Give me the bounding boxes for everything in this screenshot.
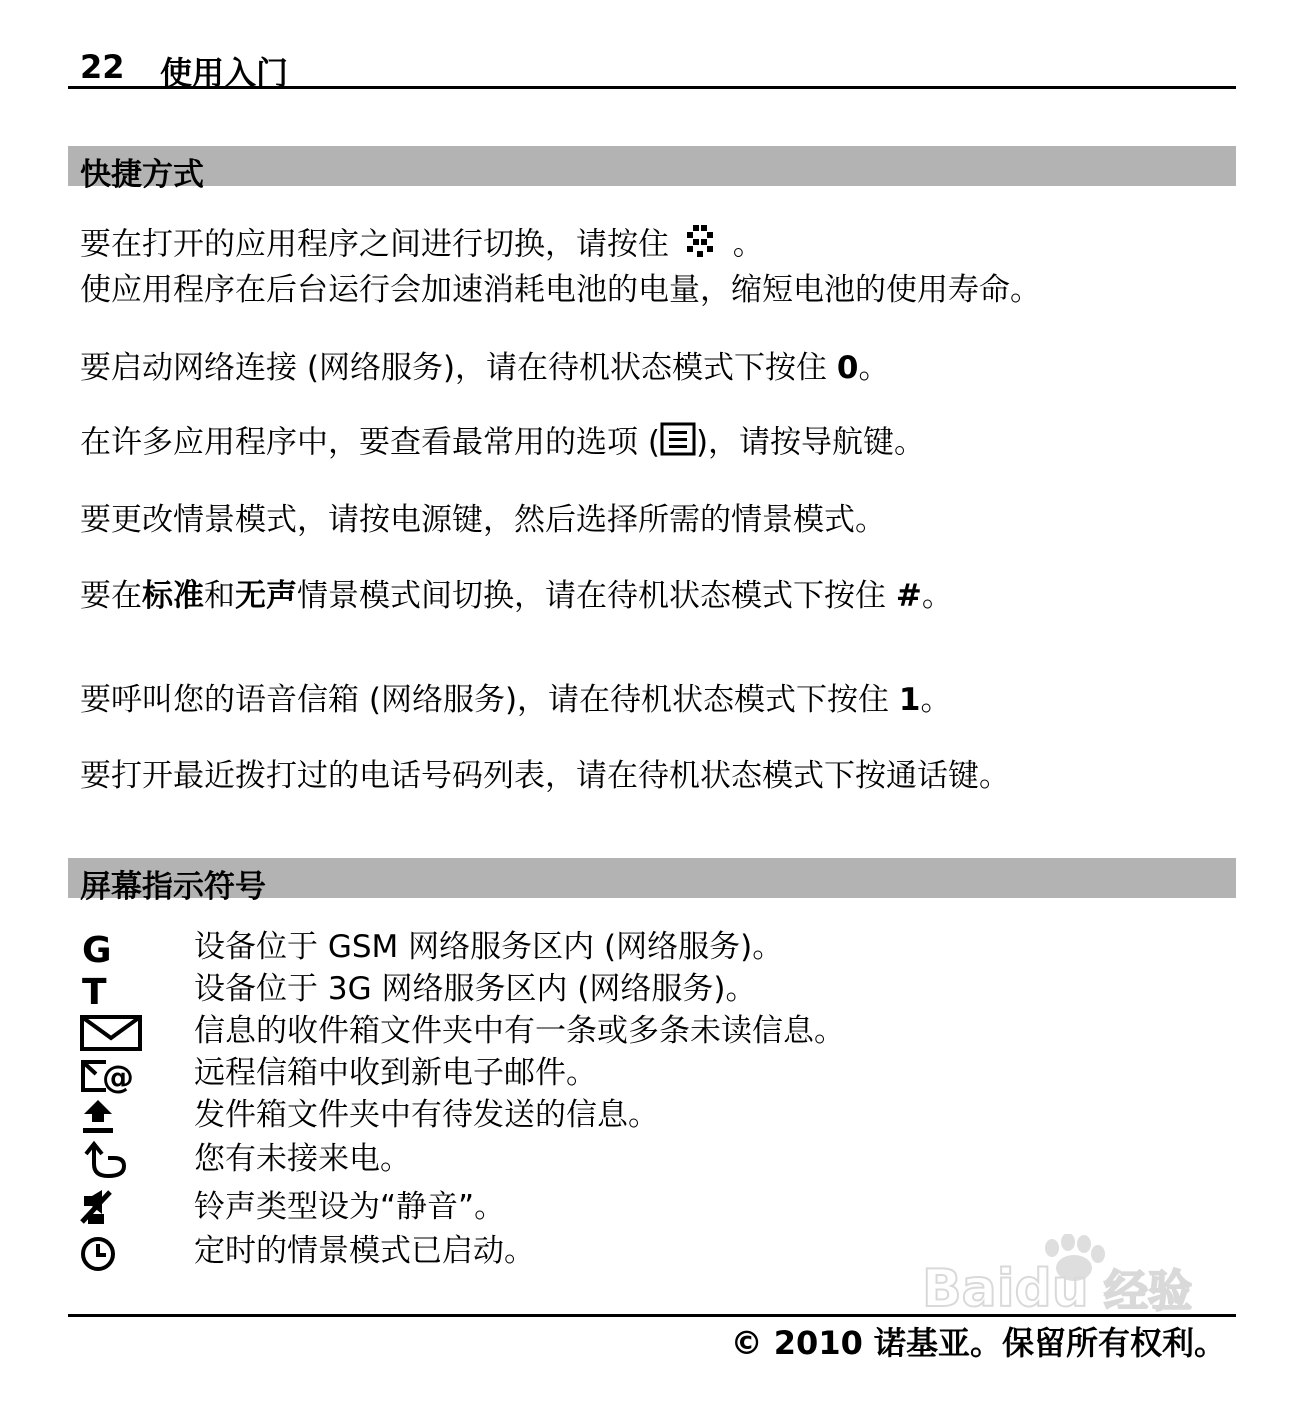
- section-header-indicators: [68, 858, 1236, 905]
- profile-general-label: 标准: [142, 578, 204, 614]
- outbox-icon: [80, 1096, 144, 1136]
- profile-silent-label: 无声: [235, 578, 297, 614]
- shortcut-voicemail: 要呼叫您的语音信箱 (网络服务)，请在待机状态模式下按住 1。: [80, 682, 952, 718]
- copyright: © 2010 诺基亚。保留所有权利。: [730, 1324, 1226, 1362]
- options-menu-icon: [660, 422, 696, 466]
- svg-text:T: T: [82, 972, 107, 1010]
- baidu-watermark: [922, 1234, 1222, 1324]
- gsm-icon: [80, 928, 144, 968]
- shortcut-web: 要启动网络连接 (网络服务)，请在待机状态模式下按住 0。: [80, 350, 890, 386]
- svg-text:G: G: [82, 930, 112, 968]
- section-title: 屏幕指示符号: [80, 869, 266, 905]
- page-number: 22: [80, 48, 125, 86]
- key-zero: 0: [836, 350, 859, 386]
- footer-rule: [68, 1314, 1236, 1317]
- manual-page: 22 使用入门 快捷方式 要在打开的应用程序之间进行切换，请按住 。 使应用程序在后台运行会加速消耗电池的电量，缩短电池的使用寿命。 要启动网络连接 (网络服务)，请在待机状态模式下按住 0。 在许多应用程序中，要查看最常用的选项 ( )，请按导航键。 要更改情景模式，请按电源键，然后选择所需的情景模式。 要在标准和无声情景模式间切换，请在待机状态模式下按住 #。 要呼叫您的语音信箱 (网络服务)，请在待机状态模式下按住 1。 要打开最近拨打过的电话号码列表，请在待机状态模式下按通话键。 屏幕指示符号 G 设备位于 GSM 网络服务区内 (网络服务)。 T 设备位于 3G 网络服务区内 (网络服务)。 信息的收件箱文件夹中有一条或多条未读信息。 @ 远程信箱中收到新电子邮件。 发件箱文件夹中有待发送的信息。 您有未接来电。 铃声类型设为“静音”。 定时的情景模式已启动。 Baidu 经验 © 2010 诺基亚。保留所有权利。: [0, 0, 1304, 1416]
- shortcut-switch-apps: 要在打开的应用程序之间进行切换，请按住 。: [80, 222, 764, 270]
- svg-text:Baidu: Baidu: [922, 1259, 1089, 1319]
- shortcut-toggle-silent: 要在标准和无声情景模式间切换，请在待机状态模式下按住 #。: [80, 578, 953, 614]
- shortcut-options: 在许多应用程序中，要查看最常用的选项 ( )，请按导航键。: [80, 422, 925, 466]
- shortcut-recent-calls: 要打开最近拨打过的电话号码列表，请在待机状态模式下按通话键。: [80, 758, 1010, 794]
- svg-text:经验: 经验: [1104, 1266, 1192, 1317]
- section-title: 快捷方式: [80, 157, 204, 193]
- menu-key-icon: [679, 222, 723, 270]
- unread-message-icon: [80, 1012, 144, 1052]
- page-header: [68, 46, 1236, 92]
- silent-ringtone-icon: [80, 1188, 144, 1228]
- new-email-icon: [80, 1054, 144, 1094]
- timed-profile-icon: [80, 1232, 144, 1272]
- svg-text:@: @: [102, 1058, 134, 1094]
- chapter-title: 使用入门: [160, 54, 289, 92]
- missed-call-icon: [80, 1140, 144, 1180]
- shortcut-profile: 要更改情景模式，请按电源键，然后选择所需的情景模式。: [80, 502, 886, 538]
- key-hash: #: [895, 578, 922, 614]
- section-header-shortcuts: [68, 146, 1236, 193]
- 3g-icon: [80, 970, 144, 1010]
- shortcut-battery-note: 使应用程序在后台运行会加速消耗电池的电量，缩短电池的使用寿命。: [80, 272, 1041, 308]
- key-one: 1: [898, 682, 921, 718]
